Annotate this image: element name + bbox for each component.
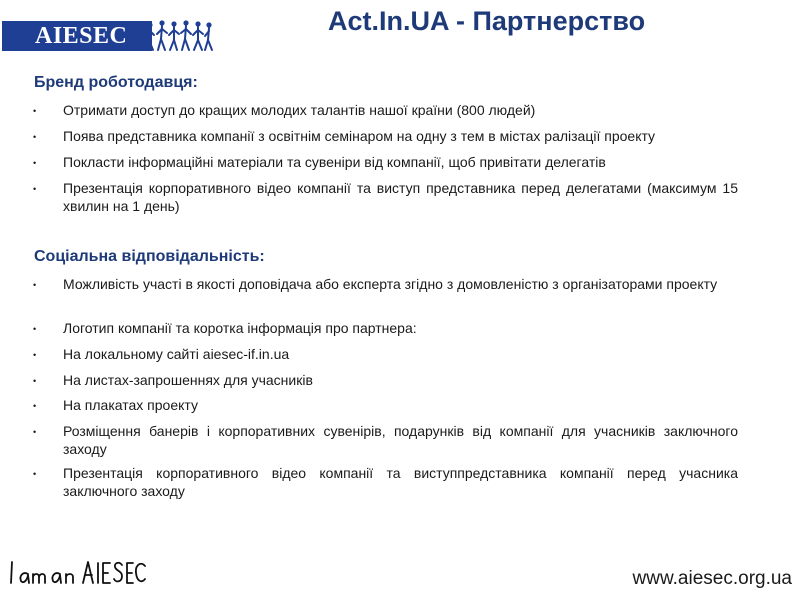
bullet-icon: • (33, 401, 37, 411)
logo-text: AIESEC (35, 23, 128, 49)
bullet-icon: • (33, 324, 37, 334)
website-url: www.aiesec.org.ua (632, 568, 792, 589)
list-item: Можливість участі в якості доповідача або експерта згідно з домовленістю з організаторами проекту (63, 276, 718, 292)
bullet-icon: • (33, 376, 37, 386)
list-item: Логотип компанії та коротка інформація про партнера: (63, 320, 417, 336)
list-item: На плакатах проекту (63, 397, 198, 413)
list-item: На локальному сайті aiesec-if.in.ua (63, 346, 290, 362)
list-item: Покласти інформаційні матеріали та сувеніри від компанії, щоб привітати делегатів (63, 154, 606, 170)
bullet-icon: • (33, 350, 37, 360)
bullet-icon: • (33, 106, 37, 116)
bullet-icon: • (33, 427, 37, 437)
aiesec-logo (2, 18, 212, 54)
bullet-icon: • (33, 132, 37, 142)
list-item: На листах-запрошеннях для учасників (63, 372, 313, 388)
page-title: Act.In.UA - Партнерство (328, 6, 646, 36)
list-item: Розміщення банерів і корпоративних сувенірів, подарунків від компанії для учасників заключного заходу (63, 423, 738, 457)
list-item: Поява представника компанії з освітнім семінаром на одну з тем в містах ралізації проекту (63, 128, 656, 144)
bullet-icon: • (33, 469, 37, 479)
list-item: Отримати доступ до кращих молодих талантів нашої країни (800 людей) (63, 102, 536, 118)
bullet-icon: • (33, 184, 37, 194)
people-figures-icon (144, 18, 214, 54)
bullet-icon: • (33, 280, 37, 290)
i-am-an-aiesecer-signature (6, 556, 146, 590)
list-item: Презентація корпоративного відео компанії та виступ представника перед делегатами (максимум 15 хвилин на 1 день) (63, 180, 738, 214)
section-heading-employer-brand: Бренд роботодавця: (34, 74, 198, 91)
bullet-icon: • (33, 158, 37, 168)
list-item: Презентація корпоративного відео компанії та виступпредставника компанії перед учасника заключного заходу (63, 465, 738, 499)
section-heading-social-responsibility: Соціальна відповідальність: (34, 248, 265, 265)
